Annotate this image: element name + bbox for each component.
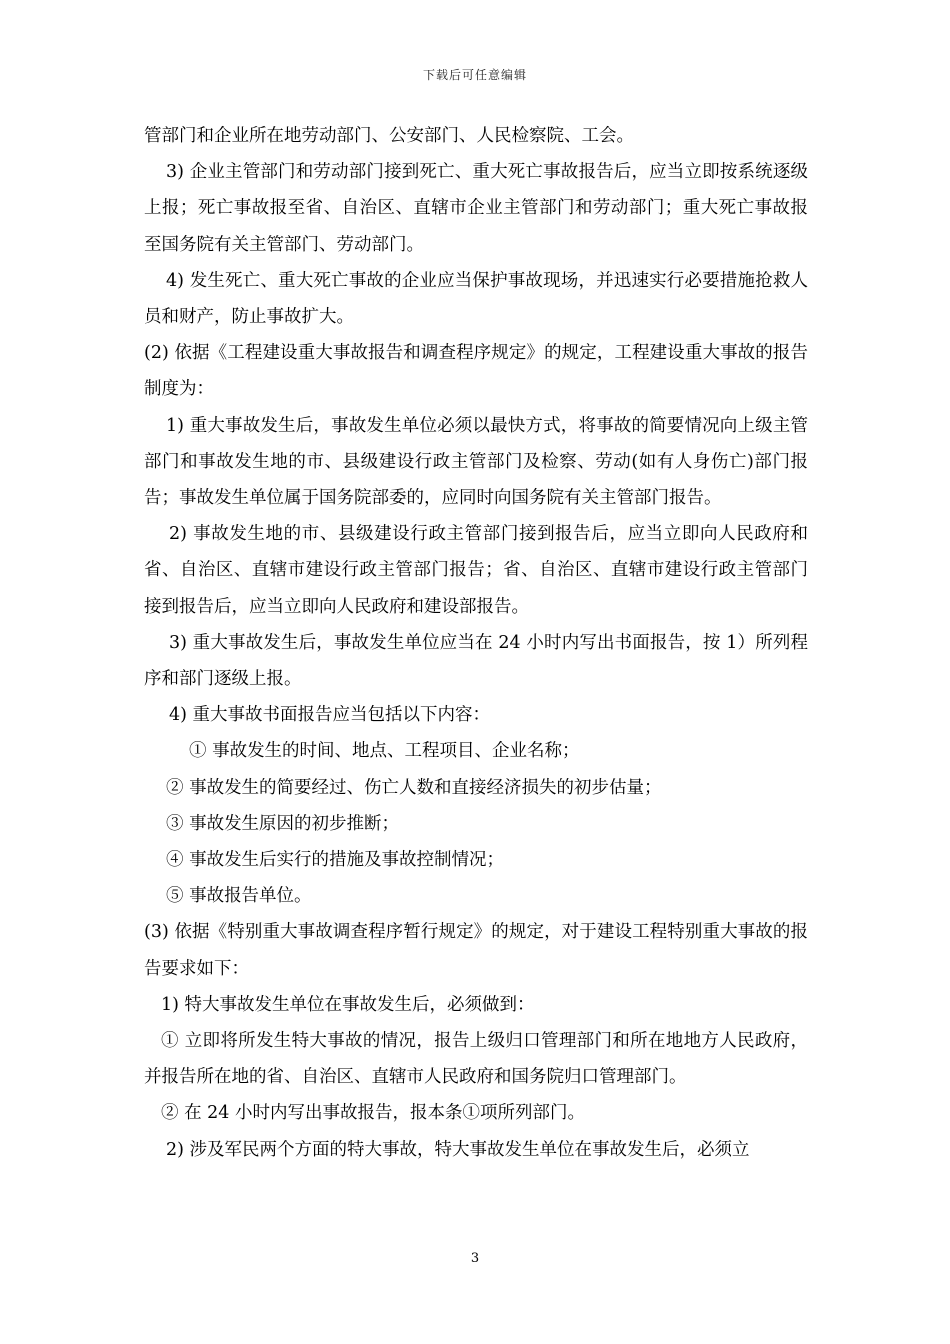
paragraph: 3) 重大事故发生后，事故发生单位应当在 24 小时内写出书面报告，按 1）所列程序和部门逐级上报。 <box>144 632 808 690</box>
paragraph: 4) 重大事故书面报告应当包括以下内容： <box>169 705 491 726</box>
section-heading-paragraph: (2) 依据《工程建设重大事故报告和调查程序规定》的规定，工程建设重大事故的报告制度为： <box>144 343 808 400</box>
paragraph: 管部门和企业所在地劳动部门、公安部门、人民检察院、工会。 <box>144 126 634 146</box>
document-body <box>144 118 808 1168</box>
section-heading-paragraph: (3) 依据《特别重大事故调查程序暂行规定》的规定，对于建设工程特别重大事故的报告要求如下： <box>144 922 808 979</box>
paragraph: 4) 发生死亡、重大死亡事故的企业应当保护事故现场，并迅速实行必要措施抢救人员和财产，防止事故扩大。 <box>144 270 808 328</box>
page-number: 3 <box>470 1251 480 1266</box>
list-item: ② 在 24 小时内写出事故报告，报本条①项所列部门。 <box>161 1103 585 1124</box>
page-header-note: 下载后可任意编辑 <box>422 68 527 82</box>
paragraph: 1) 重大事故发生后，事故发生单位必须以最快方式，将事故的简要情况向上级主管部门和事故发生地的市、县级建设行政主管部门及检察、劳动(如有人身伤亡)部门报告；事故发生单位属于国务院部委的，应同时向国务院有关主管部门报告。 <box>144 415 808 509</box>
list-item: ① 事故发生的时间、地点、工程项目、企业名称； <box>189 741 580 762</box>
list-item: ② 事故发生的简要经过、伤亡人数和直接经济损失的初步估量； <box>166 777 662 798</box>
list-item: ① 立即将所发生特大事故的情况，报告上级归口管理部门和所在地地方人民政府，并报告所在地的省、自治区、直辖市人民政府和国务院归口管理部门。 <box>144 1031 808 1088</box>
list-item: ③ 事故发生原因的初步推断； <box>166 813 400 834</box>
list-item: ④ 事故发生后实行的措施及事故控制情况； <box>166 850 505 871</box>
paragraph: 2) 涉及军民两个方面的特大事故，特大事故发生单位在事故发生后，必须立 <box>166 1139 750 1160</box>
paragraph: 2) 事故发生地的市、县级建设行政主管部门接到报告后，应当立即向人民政府和省、自治区、直辖市建设行政主管部门报告；省、自治区、直辖市建设行政主管部门接到报告后，应当立即向人民政府和建设部报告。 <box>144 524 808 617</box>
list-item: ⑤ 事故报告单位。 <box>166 886 312 907</box>
paragraph: 1) 特大事故发生单位在事故发生后，必须做到： <box>161 994 535 1015</box>
paragraph: 3) 企业主管部门和劳动部门接到死亡、重大死亡事故报告后，应当立即按系统逐级上报；死亡事故报至省、自治区、直辖市企业主管部门和劳动部门；重大死亡事故报至国务院有关主管部门、劳动部门。 <box>144 162 808 255</box>
